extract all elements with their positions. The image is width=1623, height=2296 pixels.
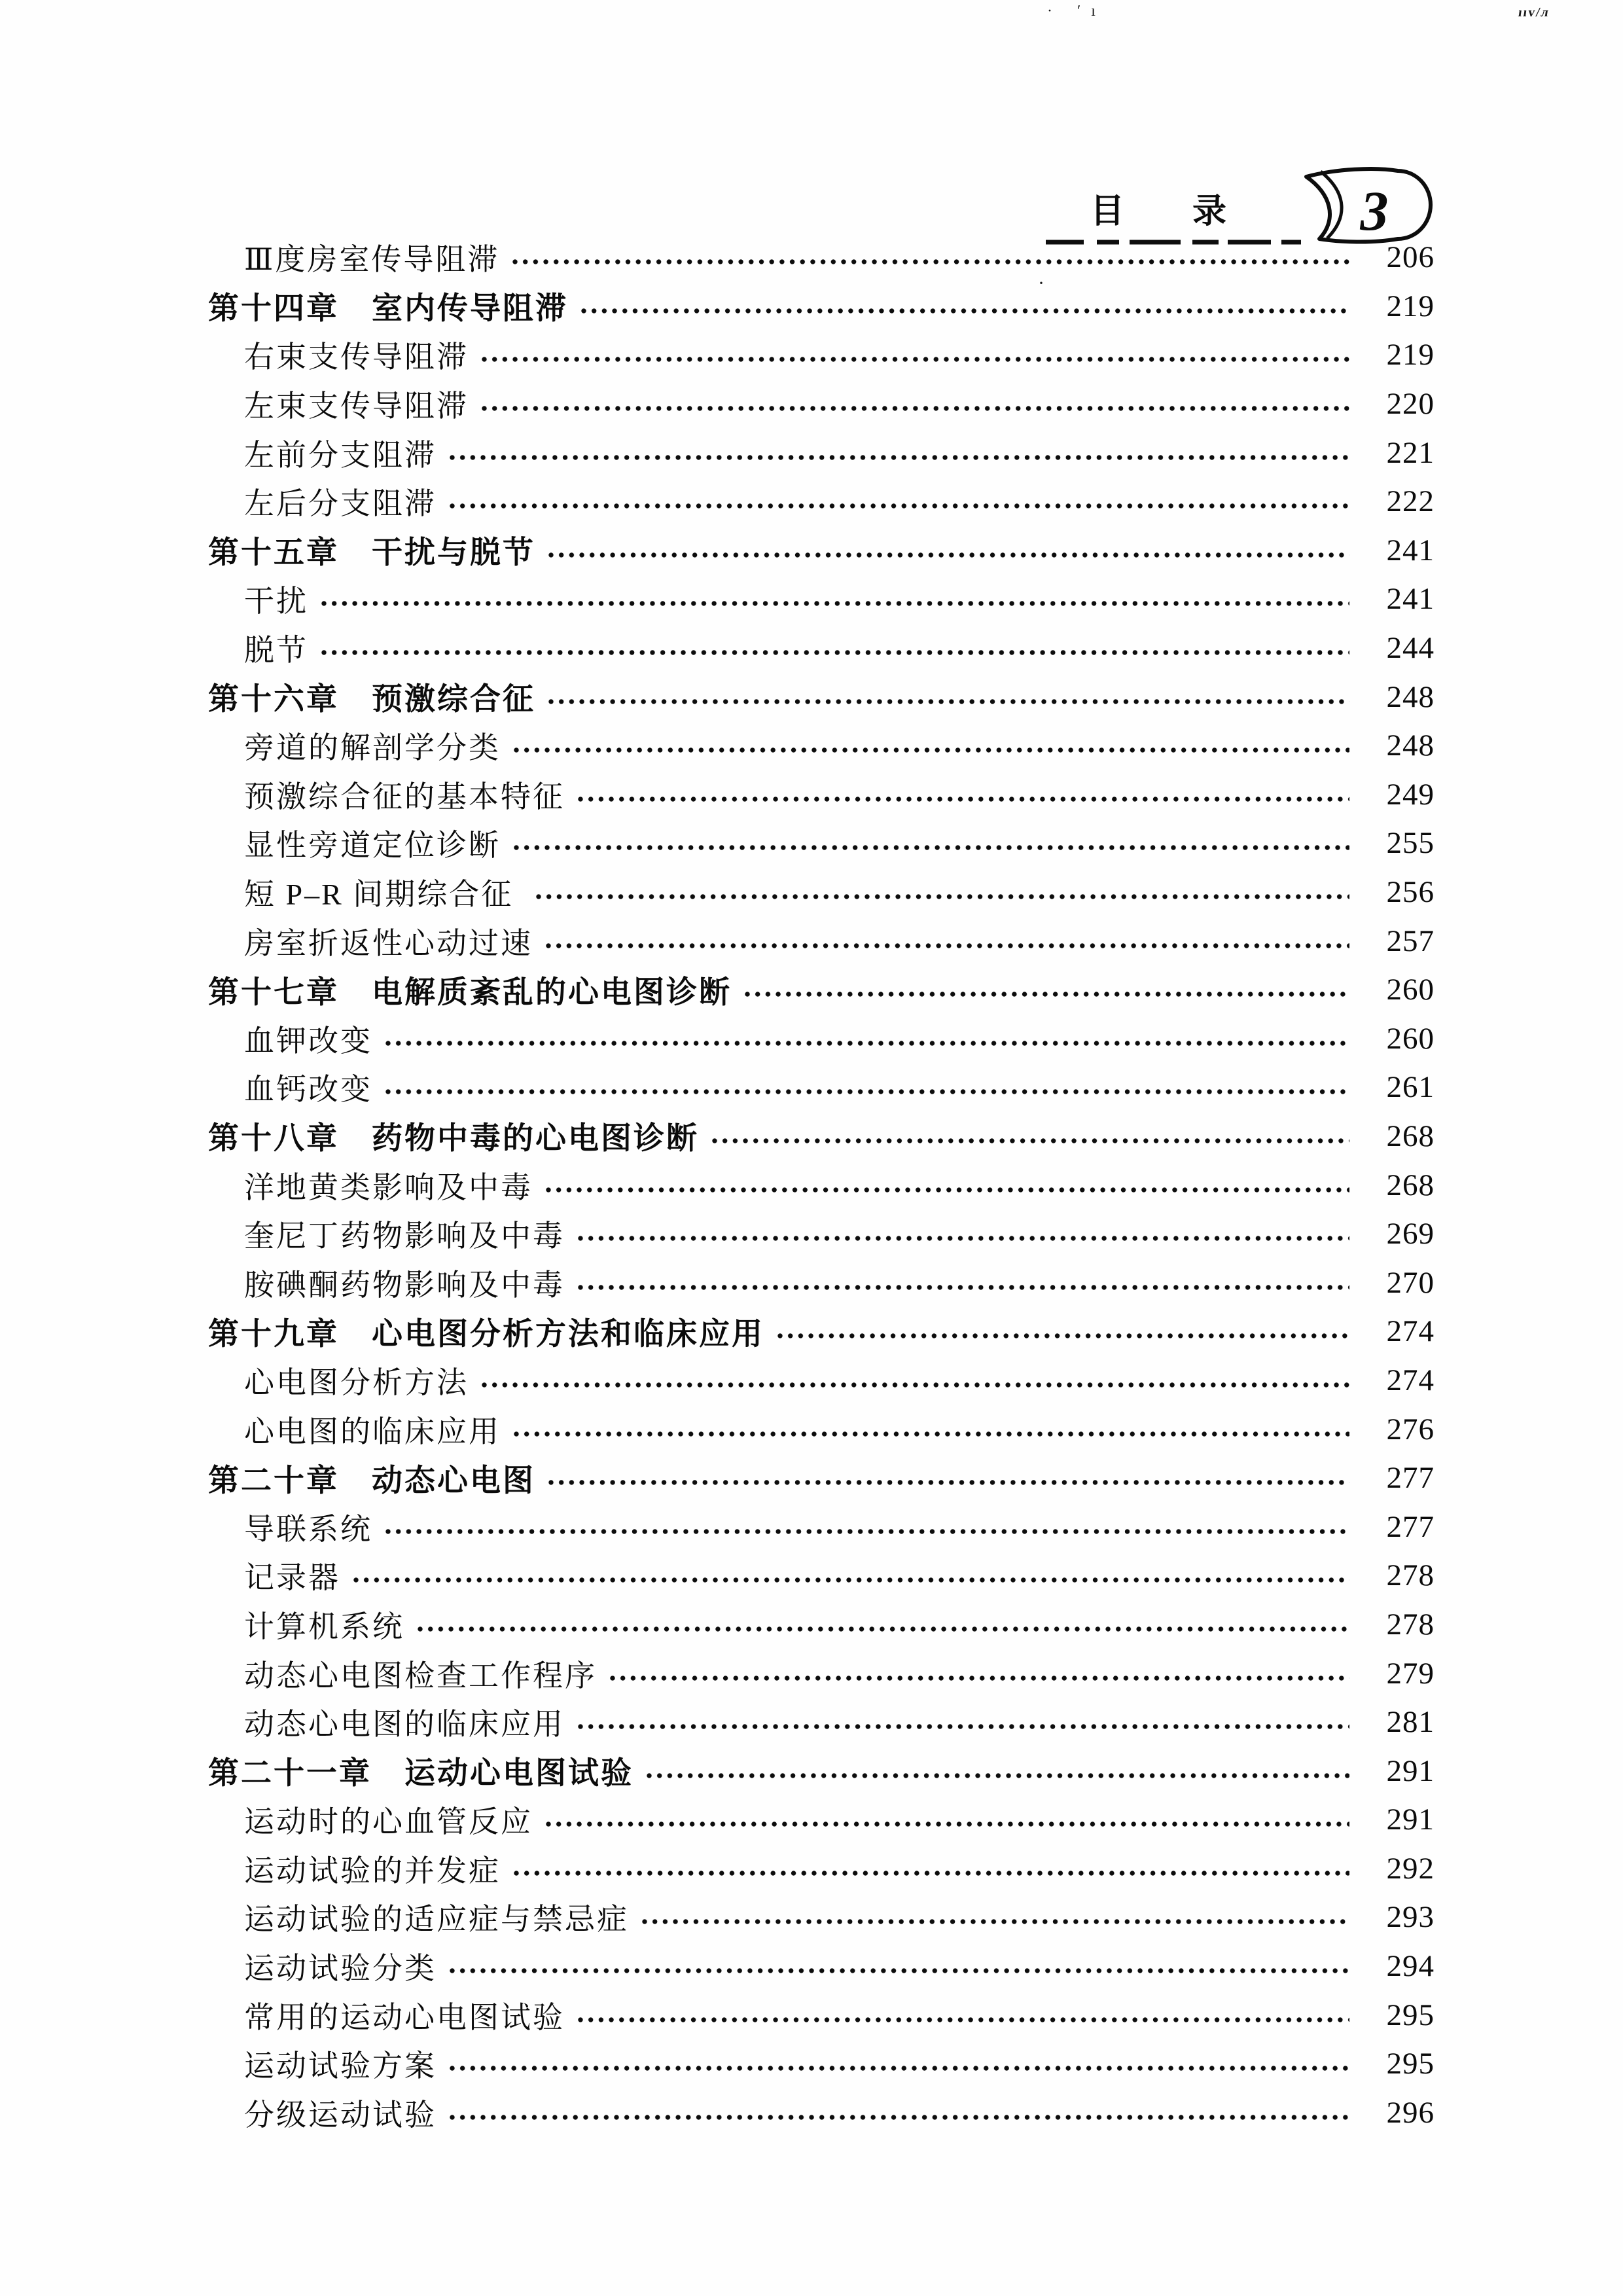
toc-entry-title: 运动试验分类	[244, 1952, 437, 1986]
toc-entry-page: 295	[1386, 2047, 1435, 2081]
toc-entry-page: 278	[1386, 1558, 1435, 1593]
toc-entry-title: 脱节	[244, 634, 308, 668]
toc-row	[208, 1600, 1435, 1649]
toc-entry-page: 274	[1386, 1314, 1435, 1349]
toc-entry-page: 274	[1386, 1363, 1435, 1397]
dot-leader	[647, 1772, 1349, 1780]
toc-row	[208, 1502, 1435, 1551]
toc-entry-page: 221	[1386, 435, 1435, 470]
toc-entry-title: 动态心电图的临床应用	[244, 1708, 565, 1742]
toc-entry-title: 预激综合征的基本特征	[244, 780, 565, 814]
toc-row	[208, 1160, 1435, 1210]
toc-entry-page: 269	[1386, 1217, 1435, 1251]
toc-row	[208, 380, 1435, 429]
toc-entry-page: 291	[1386, 1753, 1435, 1788]
dot-leader	[548, 1479, 1349, 1486]
toc-row	[208, 868, 1435, 917]
dot-leader	[546, 1186, 1349, 1194]
toc-entry-page: 277	[1386, 1461, 1435, 1496]
toc-row	[208, 1746, 1435, 1795]
dot-leader	[482, 404, 1349, 412]
toc-row	[208, 1063, 1435, 1112]
toc-entry-title: 第十四章 室内传导阻滞	[208, 292, 568, 327]
toc-entry-page: 244	[1386, 631, 1435, 666]
toc-entry-title: 左前分支阻滞	[244, 438, 437, 472]
toc-entry-title: 显性旁道定位诊断	[244, 829, 501, 863]
dot-leader	[578, 1234, 1349, 1242]
toc-entry-title: 运动时的心血管反应	[244, 1805, 533, 1839]
dot-leader	[546, 1820, 1349, 1828]
toc-row	[208, 428, 1435, 477]
dot-leader	[548, 551, 1349, 559]
toc-entry-title: 第十八章 药物中毒的心电图诊断	[208, 1122, 699, 1157]
page-number: 3	[1360, 179, 1389, 242]
dot-leader	[321, 649, 1349, 656]
dot-leader	[642, 1918, 1349, 1926]
toc-row	[208, 1210, 1435, 1259]
toc-list	[208, 233, 1435, 2137]
toc-entry-page: 260	[1386, 1021, 1435, 1056]
dot-leader	[536, 893, 1349, 901]
toc-entry-title: 左束支传导阻滞	[244, 389, 469, 423]
dot-leader	[482, 1381, 1349, 1389]
toc-entry-title: 心电图的临床应用	[244, 1414, 501, 1448]
toc-entry-title: 奎尼丁药物影响及中毒	[244, 1219, 565, 1253]
toc-row	[208, 1990, 1435, 2039]
dot-leader	[450, 2064, 1349, 2072]
toc-row	[208, 965, 1435, 1014]
toc-entry-title: 第十五章 干扰与脱节	[208, 536, 535, 571]
toc-entry-title: 导联系统	[244, 1512, 372, 1546]
dot-leader	[385, 1528, 1349, 1535]
toc-entry-page: 296	[1386, 2095, 1435, 2130]
toc-row	[208, 1893, 1435, 1942]
toc-entry-title: 第十九章 心电图分析方法和临床应用	[208, 1317, 764, 1352]
toc-row	[208, 2039, 1435, 2089]
toc-entry-title: 运动试验方案	[244, 2049, 437, 2083]
dot-leader	[385, 1039, 1349, 1047]
toc-entry-page: 277	[1386, 1509, 1435, 1544]
dot-leader	[514, 1869, 1349, 1877]
toc-row	[208, 1795, 1435, 1844]
toc-entry-page: 249	[1386, 777, 1435, 812]
dot-leader	[514, 746, 1349, 754]
toc-row	[208, 1258, 1435, 1307]
toc-entry-page: 294	[1386, 1949, 1435, 1984]
dot-leader	[321, 600, 1349, 607]
toc-entry-title: 左后分支阻滞	[244, 487, 437, 521]
toc-entry-title: 旁道的解剖学分类	[244, 731, 501, 765]
dot-leader	[777, 1332, 1349, 1340]
toc-row	[208, 1844, 1435, 1893]
dot-leader	[578, 795, 1349, 803]
toc-row	[208, 331, 1435, 380]
dot-leader	[450, 2113, 1349, 2121]
toc-row	[208, 233, 1435, 282]
page-title: 目 录	[1090, 193, 1244, 230]
toc-entry-page: 241	[1386, 533, 1435, 567]
toc-entry-title: 第二十一章 运动心电图试验	[208, 1757, 633, 1791]
toc-row	[208, 1454, 1435, 1503]
toc-entry-page: 219	[1386, 289, 1435, 323]
toc-entry-title: 心电图分析方法	[244, 1365, 469, 1399]
toc-row	[208, 819, 1435, 868]
toc-entry-title: 动态心电图检查工作程序	[244, 1659, 597, 1693]
toc-entry-title: 右束支传导阻滞	[244, 340, 469, 374]
toc-row	[208, 1649, 1435, 1698]
toc-entry-title: 运动试验的适应症与禁忌症	[244, 1903, 629, 1937]
toc-row	[208, 672, 1435, 721]
toc-entry-title: 分级运动试验	[244, 2098, 437, 2132]
toc-entry-title: 第十六章 预激综合征	[208, 683, 535, 717]
toc-row	[208, 624, 1435, 673]
dot-leader	[418, 1625, 1349, 1633]
toc-row	[208, 1014, 1435, 1064]
toc-row	[208, 1551, 1435, 1600]
toc-entry-title: 运动试验的并发症	[244, 1854, 501, 1888]
dot-leader	[578, 1723, 1349, 1731]
toc-entry-title: 第十七章 电解质紊乱的心电图诊断	[208, 975, 732, 1010]
toc-entry-title: 洋地黄类影响及中毒	[244, 1170, 533, 1204]
dot-leader	[385, 1088, 1349, 1096]
dot-leader	[745, 990, 1349, 998]
dot-leader	[514, 1430, 1349, 1438]
toc-entry-page: 257	[1386, 924, 1435, 958]
toc-entry-title: 血钾改变	[244, 1024, 372, 1058]
toc-entry-title: 干扰	[244, 584, 308, 619]
toc-entry-page: 219	[1386, 338, 1435, 372]
dot-leader	[546, 942, 1349, 950]
toc-entry-page: 278	[1386, 1607, 1435, 1641]
toc-entry-page: 279	[1386, 1656, 1435, 1691]
toc-entry-title: 房室折返性心动过速	[244, 926, 533, 960]
toc-row	[208, 916, 1435, 965]
toc-entry-title: 短 P–R 间期综合征	[244, 878, 523, 912]
toc-row	[208, 575, 1435, 624]
toc-row	[208, 1405, 1435, 1454]
toc-entry-title: 胺碘酮药物影响及中毒	[244, 1268, 565, 1302]
toc-entry-page: 295	[1386, 1998, 1435, 2032]
dot-leader	[512, 258, 1349, 266]
scan-artifact-top-left: · ʹı	[1047, 3, 1106, 20]
toc-entry-title: 记录器	[244, 1561, 340, 1595]
toc-entry-page: 256	[1386, 875, 1435, 910]
toc-entry-page: 241	[1386, 582, 1435, 617]
toc-entry-page: 281	[1386, 1705, 1435, 1740]
dot-leader	[578, 2016, 1349, 2024]
dot-leader	[610, 1674, 1349, 1682]
toc-entry-page: 293	[1386, 1900, 1435, 1935]
toc-row	[208, 526, 1435, 575]
toc-entry-page: 292	[1386, 1851, 1435, 1886]
toc-row	[208, 1698, 1435, 1747]
toc-entry-page: 270	[1386, 1265, 1435, 1300]
toc-entry-page: 260	[1386, 973, 1435, 1007]
toc-entry-page: 268	[1386, 1119, 1435, 1153]
toc-entry-page: 255	[1386, 826, 1435, 861]
toc-entry-page: 248	[1386, 679, 1435, 714]
toc-row	[208, 721, 1435, 770]
dot-leader	[548, 698, 1349, 706]
toc-row	[208, 1942, 1435, 1991]
toc-entry-page: 222	[1386, 484, 1435, 519]
toc-row	[208, 477, 1435, 526]
toc-row	[208, 1307, 1435, 1356]
toc-entry-page: 268	[1386, 1168, 1435, 1202]
toc-entry-page: 276	[1386, 1412, 1435, 1446]
dot-leader	[712, 1137, 1349, 1145]
toc-entry-title: 第二十章 动态心电图	[208, 1463, 535, 1498]
toc-entry-page: 291	[1386, 1803, 1435, 1837]
dot-leader	[353, 1576, 1349, 1584]
dot-leader	[450, 502, 1349, 510]
scan-artifact-dot: ·	[1038, 272, 1044, 294]
dot-leader	[450, 454, 1349, 461]
toc-entry-page: 261	[1386, 1070, 1435, 1105]
dot-leader	[482, 355, 1349, 363]
dot-leader	[514, 844, 1349, 852]
toc-entry-title: 计算机系统	[244, 1609, 404, 1643]
toc-row	[208, 282, 1435, 331]
dot-leader	[578, 1283, 1349, 1291]
dot-leader	[450, 1967, 1349, 1975]
toc-row	[208, 1112, 1435, 1161]
toc-entry-title: Ⅲ度房室传导阻滞	[244, 243, 500, 277]
dot-leader	[581, 307, 1349, 315]
scan-artifact-top-right: ııv/ᴫ	[1517, 5, 1551, 20]
toc-entry-title: 常用的运动心电图试验	[244, 2000, 565, 2034]
toc-entry-page: 206	[1386, 240, 1435, 275]
toc-row	[208, 1356, 1435, 1405]
toc-row	[208, 2089, 1435, 2138]
toc-entry-page: 220	[1386, 387, 1435, 422]
toc-entry-page: 248	[1386, 728, 1435, 763]
toc-entry-title: 血钙改变	[244, 1073, 372, 1107]
toc-row	[208, 770, 1435, 819]
